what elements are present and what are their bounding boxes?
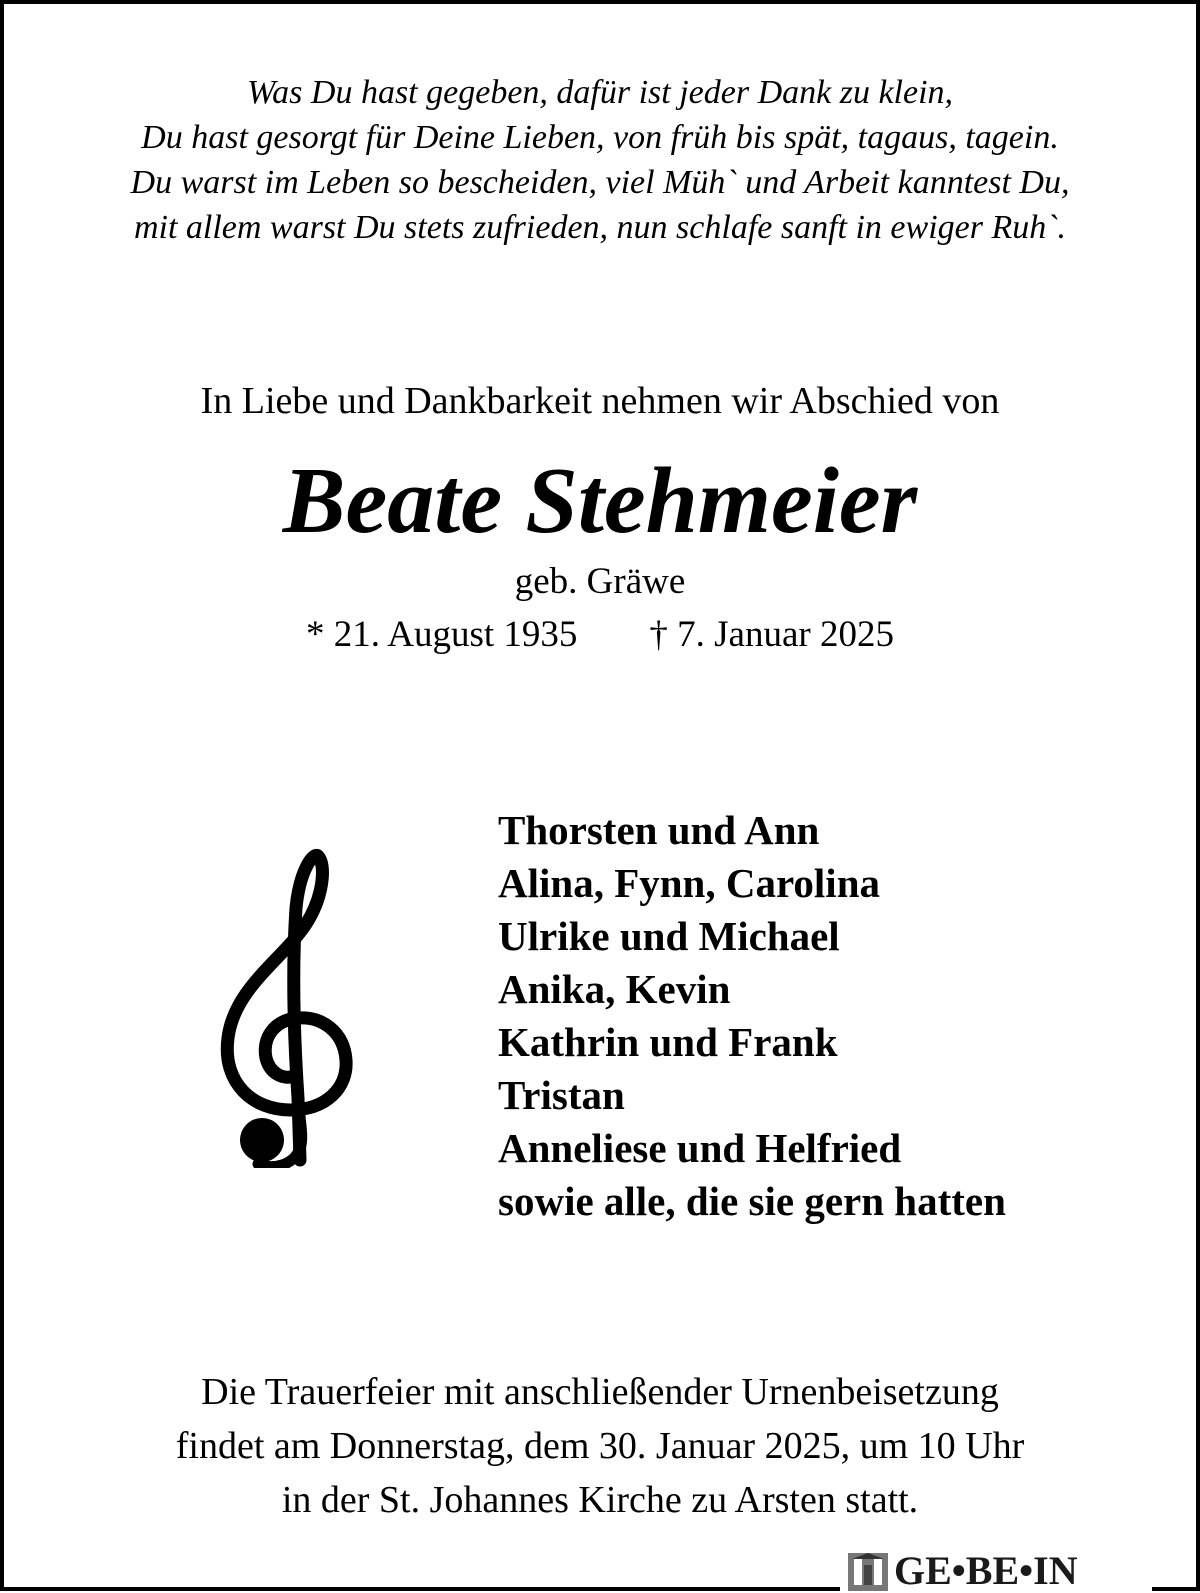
mourner-line: Ulrike und Michael [498,913,840,959]
farewell-intro: In Liebe und Dankbarkeit nehmen wir Abschied von [200,380,1000,422]
mourners-list [498,804,1006,1228]
treble-clef-icon [214,848,358,1168]
service-line: Die Trauerfeier mit anschließender Urnenbeisetzung [201,1371,999,1413]
mourner-line: Thorsten und Ann [498,807,820,853]
mourner-line: Kathrin und Frank [498,1019,838,1065]
gebein-logo-text: GE•BE•IN [894,1548,1078,1593]
gebein-logo [848,1550,1078,1591]
poem-line: Du warst im Leben so bescheiden, viel Müh` und Arbeit kanntest Du, [130,164,1070,201]
mourner-line: Tristan [498,1072,625,1118]
deceased-name: Beate Stehmeier [282,449,918,553]
mourner-line: Anneliese und Helfried [498,1125,902,1171]
birth-name: geb. Gräwe [514,561,686,602]
mourner-line: sowie alle, die sie gern hatten [498,1178,1006,1224]
funeral-service-info [0,1365,1200,1527]
service-line: findet am Donnerstag, dem 30. Januar 2025, um 10 Uhr [175,1425,1025,1467]
mourner-line: Anika, Kevin [498,966,731,1012]
birth-date: * 21. August 1935 [306,614,578,655]
poem-line: mit allem warst Du stets zufrieden, nun schlafe sanft in ewiger Ruh`. [133,209,1067,246]
poem-line: Was Du hast gegeben, dafür ist jeder Dank zu klein, [246,74,954,111]
life-dates [0,612,1200,658]
memorial-poem [0,70,1200,250]
bottom-rule-left [0,1587,840,1591]
gebein-building-icon [848,1553,888,1591]
poem-line: Du hast gesorgt für Deine Lieben, von früh bis spät, tagaus, tagein. [141,119,1059,156]
death-date: † 7. Januar 2025 [649,614,894,655]
service-line: in der St. Johannes Kirche zu Arsten statt. [281,1479,919,1521]
mourner-line: Alina, Fynn, Carolina [498,860,880,906]
bottom-rule-right [1152,1587,1200,1591]
